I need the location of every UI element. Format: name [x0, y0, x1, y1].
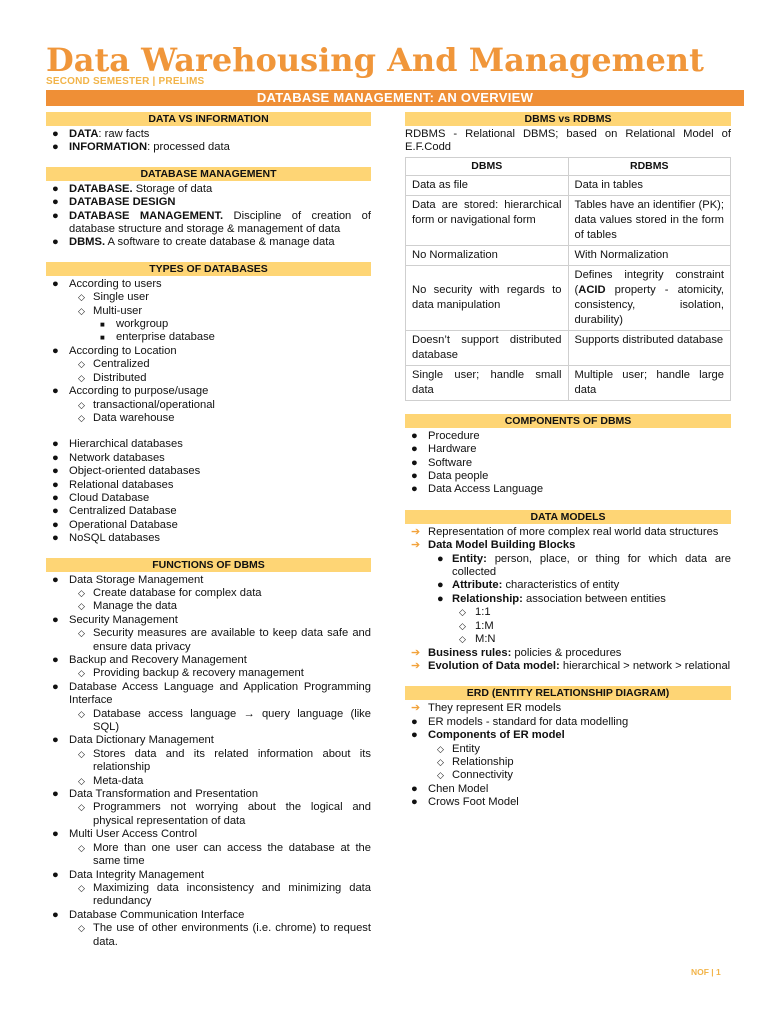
dbms-rdbms-table: [405, 157, 731, 401]
list-item: ◇ Create database for complex data: [78, 586, 262, 599]
list-item: ● Data Integrity Management: [52, 868, 204, 881]
list-item: ● DBMS. A software to create database & manage data: [52, 236, 335, 249]
list-item: ● ER models - standard for data modelling: [411, 715, 629, 728]
types-list: [46, 278, 371, 425]
list-item: ● Attribute: characteristics of entity: [437, 579, 620, 592]
table-cell: No Normalization: [406, 245, 569, 265]
list-item: ◇ Maximizing data inconsistency and minimizing data redundancy: [78, 881, 371, 908]
list-item: ◇ Security measures are available to keep data safe and ensure data privacy: [78, 627, 371, 653]
list-item: ● Database Access Language and Application Programming Interface: [52, 680, 371, 707]
data-vs-info-list: [46, 128, 371, 155]
list-item: ➔ They represent ER models: [411, 702, 562, 715]
list-item: ◇ Meta-data: [78, 774, 144, 787]
list-item: ◇ 1:M: [459, 619, 494, 632]
list-item: ● According to Location: [52, 344, 177, 357]
list-item: ◇ Multi-user: [78, 304, 143, 317]
list-item: ◇ M:N: [459, 633, 496, 646]
list-item: ● Cloud Database: [52, 491, 150, 504]
functions-list: [46, 574, 371, 949]
table-cell: No security with regards to data manipulation: [406, 265, 569, 330]
list-item: ◇ Providing backup & recovery management: [78, 667, 304, 680]
list-item: ● Security Management: [52, 613, 178, 626]
list-item: ● Data Storage Management: [52, 573, 204, 586]
list-item: ● INFORMATION: processed data: [52, 141, 230, 154]
list-item: ● Operational Database: [52, 518, 178, 531]
table-cell: Supports distributed database: [568, 330, 731, 365]
list-item: ■ enterprise database: [100, 331, 215, 344]
list-item: ● DATABASE DESIGN: [52, 196, 176, 209]
list-item: ➔ Business rules: policies & procedures: [411, 646, 622, 659]
list-item: ● Backup and Recovery Management: [52, 654, 247, 666]
list-item: ◇ Entity: [437, 742, 480, 755]
table-row: [406, 365, 731, 400]
table-header-row: [406, 157, 731, 175]
erd-list: [405, 702, 731, 809]
list-item: ◇ Manage the data: [78, 600, 177, 613]
section-banner: DATABASE MANAGEMENT: AN OVERVIEW: [46, 90, 744, 106]
list-item: ◇ More than one user can access the database at the same time: [78, 841, 371, 868]
table-cell: Data in tables: [568, 175, 731, 195]
data-models-list: [405, 526, 731, 673]
list-item: ◇ Connectivity: [437, 769, 513, 782]
list-item: ◇ Programmers not worrying about the logical and physical representation of data: [78, 801, 371, 827]
list-item: ◇ Relationship: [437, 755, 514, 768]
list-item: ● DATABASE MANAGEMENT. Discipline of creation of database structure and storage & management of data: [52, 209, 371, 236]
list-item: ● Multi User Access Control: [52, 828, 198, 841]
list-item: ● According to users: [52, 277, 162, 290]
table-header-rdbms: RDBMS: [568, 157, 731, 175]
database-kinds-list: [46, 438, 371, 545]
list-item: ● Relational databases: [52, 478, 174, 491]
list-item: ◇ Single user: [78, 291, 149, 304]
list-item: ● DATA: raw facts: [52, 128, 150, 140]
list-item: ◇ transactional/operational: [78, 398, 215, 411]
list-item: ● Data people: [411, 470, 489, 483]
table-cell: Tables have an identifier (PK); data values stored in the form of tables: [568, 195, 731, 245]
list-item: ● Data Transformation and Presentation: [52, 788, 259, 801]
list-item: ● Procedure: [411, 429, 480, 442]
page-subtitle: SECOND SEMESTER | PRELIMS: [46, 76, 205, 87]
list-item: ● Data Dictionary Management: [52, 734, 214, 747]
table-cell: With Normalization: [568, 245, 731, 265]
components-list: [405, 430, 731, 497]
table-row: [406, 195, 731, 245]
list-item: ➔ Data Model Building Blocks: [411, 539, 576, 552]
list-item: ● DATABASE. Storage of data: [52, 182, 213, 195]
list-item: ➔ Representation of more complex real world data structures: [411, 525, 719, 538]
page-footer: NOF | 1: [691, 967, 721, 977]
list-item: ➔ Evolution of Data model: hierarchical > network > relational: [411, 659, 731, 672]
list-item: ■ workgroup: [100, 318, 169, 331]
list-item: ● Object-oriented databases: [52, 465, 201, 478]
list-item: ● Hardware: [411, 443, 477, 456]
list-item: ● NoSQL databases: [52, 532, 161, 545]
list-item: ◇ Distributed: [78, 371, 147, 384]
section-heading-erd: ERD (ENTITY RELATIONSHIP DIAGRAM): [405, 686, 731, 700]
section-heading-types-of-databases: TYPES OF DATABASES: [46, 262, 371, 276]
rdbms-intro: RDBMS - Relational DBMS; based on Relational Model of E.F.Codd: [405, 128, 731, 154]
section-heading-components-of-dbms: COMPONENTS OF DBMS: [405, 414, 731, 428]
list-item: ● Database Communication Interface: [52, 908, 245, 921]
list-item: ● Chen Model: [411, 782, 489, 795]
page-title: Data Warehousing And Management: [46, 41, 704, 79]
db-mgmt-list: [46, 183, 371, 250]
list-item: ● Centralized Database: [52, 505, 177, 518]
list-item: ● Components of ER model: [411, 729, 565, 742]
list-item: ◇ Stores data and its related information about its relationship: [78, 747, 371, 774]
table-cell: Defines integrity constraint (ACID property - atomicity, consistency, isolation, durability): [568, 265, 731, 330]
left-column: [46, 112, 371, 949]
list-item: ● Software: [411, 456, 473, 469]
list-item: ● Hierarchical databases: [52, 438, 183, 451]
table-cell: Doesn’t support distributed database: [406, 330, 569, 365]
table-header-dbms: DBMS: [406, 157, 569, 175]
section-heading-functions-of-dbms: FUNCTIONS OF DBMS: [46, 558, 371, 572]
section-heading-database-management: DATABASE MANAGEMENT: [46, 167, 371, 181]
list-item: ◇ 1:1: [459, 606, 491, 619]
table-row: [406, 175, 731, 195]
list-item: ● Crows Foot Model: [411, 796, 519, 809]
table-cell: Data as file: [406, 175, 569, 195]
table-row: [406, 245, 731, 265]
table-row: [406, 265, 731, 330]
list-item: ◇ Data warehouse: [78, 411, 175, 424]
list-item: ● Network databases: [52, 451, 165, 464]
list-item: ◇ Centralized: [78, 358, 150, 371]
table-cell: Single user; handle small data: [406, 365, 569, 400]
list-item: ◇ The use of other environments (i.e. chrome) to request data.: [78, 922, 371, 948]
section-heading-data-models: DATA MODELS: [405, 510, 731, 524]
section-heading-dbms-vs-rdbms: DBMS vs RDBMS: [405, 112, 731, 126]
right-column: [405, 112, 731, 810]
table-cell: Data are stored: hierarchical form or navigational form: [406, 195, 569, 245]
table-row: [406, 330, 731, 365]
list-item: ● Entity: person, place, or thing for which data are collected: [437, 552, 731, 579]
list-item: ● Relationship: association between entities: [437, 592, 666, 605]
section-heading-data-vs-information: DATA VS INFORMATION: [46, 112, 371, 126]
list-item: ● According to purpose/usage: [52, 385, 209, 398]
list-item: ◇ Database access language → query language (like SQL): [78, 707, 371, 734]
list-item: ● Data Access Language: [411, 483, 544, 496]
table-cell: Multiple user; handle large data: [568, 365, 731, 400]
